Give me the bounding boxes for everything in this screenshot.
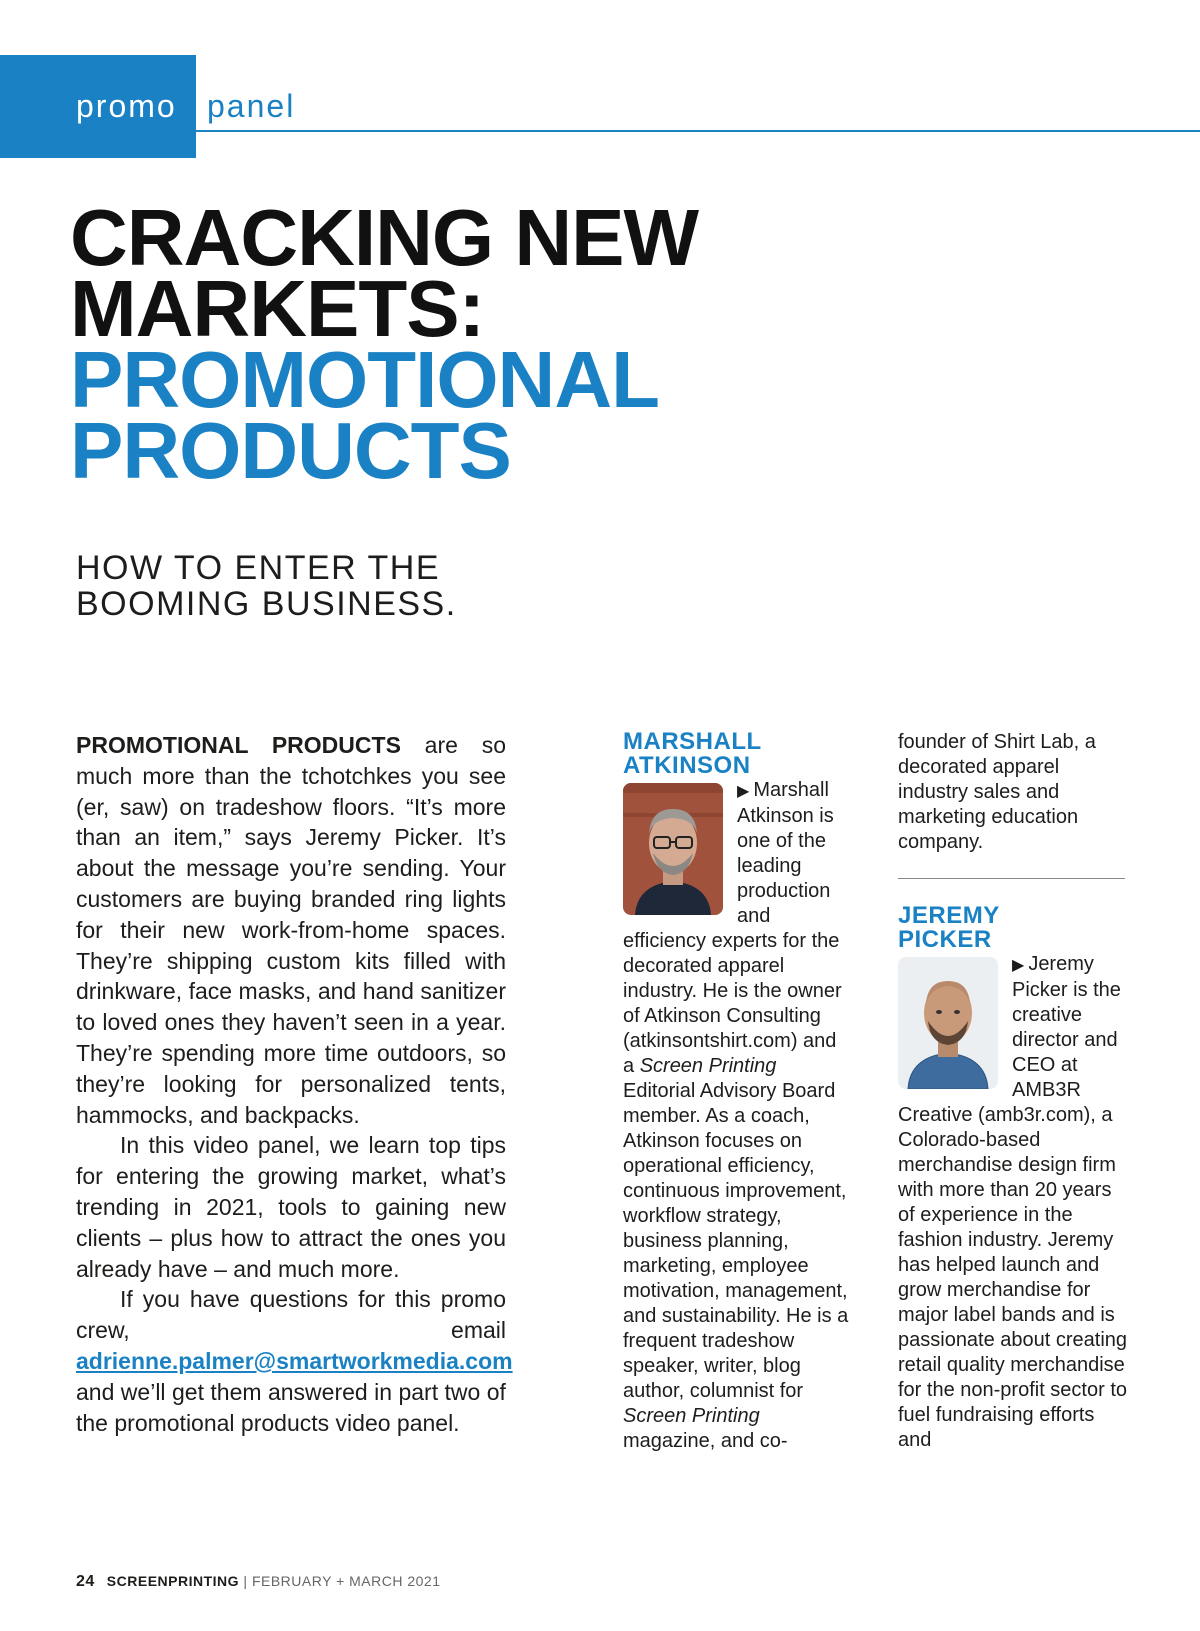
bio-first-name: MARSHALL bbox=[623, 728, 762, 755]
bio-marshall-italic-2: Screen Printing bbox=[623, 1405, 760, 1427]
section-label-promo: promo bbox=[76, 88, 177, 124]
bio-first-name: JEREMY bbox=[898, 902, 1000, 929]
headline-line-1: CRACKING NEW bbox=[70, 193, 698, 282]
person-portrait-icon bbox=[898, 957, 998, 1089]
headline-line-2: MARKETS: bbox=[70, 264, 485, 353]
bio-marshall-italic-1: Screen Printing bbox=[639, 1055, 777, 1077]
person-portrait-icon bbox=[623, 783, 723, 915]
bio-last-name: ATKINSON bbox=[623, 752, 751, 779]
footer-separator: | bbox=[239, 1573, 252, 1589]
section-rule bbox=[196, 130, 1200, 132]
magazine-name: SCREENPRINTING bbox=[106, 1573, 240, 1589]
bio-last-name: PICKER bbox=[898, 926, 992, 953]
bio-marshall-text-b: Editorial Advisory Board member. As a coach, Atkinson focuses on operational efficiency, continuous improvement, workflow strategy, business planning, marketing, employee motivation, management, and sustainability. He is a frequent tradeshow speaker, writer, blog author, columnist for bbox=[623, 1080, 849, 1402]
article-body bbox=[76, 730, 513, 1438]
body-paragraph-3 bbox=[76, 1284, 513, 1438]
triangle-bullet-icon: ▶ bbox=[737, 783, 750, 800]
body-paragraph-1-text: are so much more than the tchotchkes you see (er, saw) on tradeshow floors. “It’s more than an item,” says Jeremy Picker. It’s about the message you’re sending. Your customers are buying branded ring lights for their new work-from-home spaces. They’re shipping custom kits filled with drinkware, face masks, and hand sanitizer to loved ones they haven’t seen in a year. They’re spending more time outdoors, so they’re looking for personalized tents, hammocks, and backpacks. bbox=[76, 732, 506, 1128]
bio-marshall-atkinson bbox=[623, 730, 853, 1454]
bio-divider bbox=[898, 878, 1125, 879]
bio-name-jeremy bbox=[898, 904, 1128, 952]
bio-marshall-text-c: magazine, and co- bbox=[623, 1430, 788, 1452]
headline bbox=[70, 193, 1150, 495]
bio-marshall-continued bbox=[898, 730, 1128, 855]
bio-marshall-continued-text: founder of Shirt Lab, a decorated apparel industry sales and marketing education company. bbox=[898, 731, 1096, 853]
section-label-panel: panel bbox=[207, 88, 296, 124]
bio-jeremy-text: Jeremy Picker is the creative director and CEO at AMB3R Creative (amb3r.com), a Colorado-based merchandise design firm with more than 20 years of experience in the fashion industry. Jeremy has helped launch and grow merchandise for major label bands and is passionate about creating retail quality merchandise for the non-profit sector to fuel fundraising efforts and bbox=[898, 953, 1128, 1451]
email-link[interactable]: adrienne.palmer@smartworkmedia.com bbox=[76, 1347, 513, 1374]
headline-line-3: PROMOTIONAL bbox=[70, 335, 659, 424]
body-paragraph-2: In this video panel, we learn top tips for entering the growing market, what’s trending in 2021, tools to gaining new clients – plus how to attract the ones you already have – and much more. bbox=[76, 1132, 506, 1282]
body-paragraph-3-start: If you have questions for this promo crew, email bbox=[76, 1286, 506, 1344]
lead-in: PROMOTIONAL PRODUCTS bbox=[76, 732, 401, 758]
page-footer bbox=[76, 1573, 441, 1591]
body-paragraph-3-end: and we’ll get them answered in part two of the promotional products video panel. bbox=[76, 1378, 506, 1436]
issue-date: FEBRUARY + MARCH 2021 bbox=[251, 1573, 441, 1589]
bio-marshall-text-a: Marshall Atkinson is one of the leading production and efficiency experts for the decorated apparel industry. He is the owner of Atkinson Consulting (atkinsontshirt.com) and a bbox=[623, 779, 842, 1077]
body-paragraph-1 bbox=[76, 730, 506, 1130]
bio-name-marshall bbox=[623, 730, 853, 778]
headline-line-4: PRODUCTS bbox=[70, 406, 511, 495]
subheadline: HOW TO ENTER THE BOOMING BUSINESS. bbox=[76, 549, 457, 623]
triangle-bullet-icon: ▶ bbox=[1012, 957, 1025, 974]
bio-jeremy-picker bbox=[898, 904, 1128, 1453]
page-number: 24 bbox=[76, 1573, 95, 1590]
